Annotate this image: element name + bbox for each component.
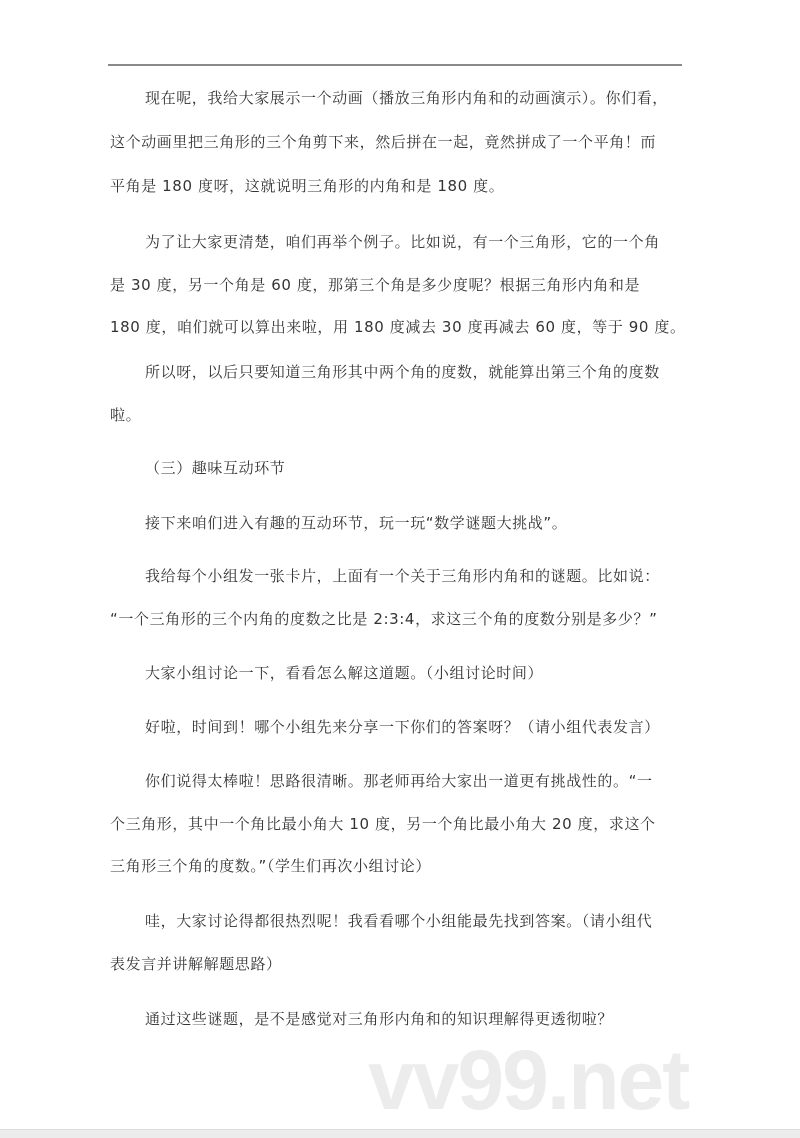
text-line: 啦。 bbox=[110, 406, 142, 424]
text-line: 表发言并讲解解题思路） bbox=[110, 955, 282, 973]
text-line: 我给每个小组发一张卡片，上面有一个关于三角形内角和的谜题。比如说： bbox=[145, 567, 660, 585]
text-line: 为了让大家更清楚，咱们再举个例子。比如说，有一个三角形，它的一个角 bbox=[145, 233, 660, 251]
text-line: （三）趣味互动环节 bbox=[145, 459, 286, 477]
text-line: 是 30 度，另一个角是 60 度，那第三个角是多少度呢？根据三角形内角和是 bbox=[110, 276, 641, 294]
text-line: 好啦，时间到！哪个小组先来分享一下你们的答案呀？（请小组代表发言） bbox=[145, 718, 660, 736]
text-line: 大家小组讨论一下，看看怎么解这道题。（小组讨论时间） bbox=[145, 664, 544, 682]
watermark: vv99.net bbox=[368, 1033, 689, 1127]
text-line: 个三角形，其中一个角比最小角大 10 度，另一个角比最小角大 20 度，求这个 bbox=[110, 815, 656, 833]
text-line: 你们说得太棒啦！思路很清晰。那老师再给大家出一道更有挑战性的。“一 bbox=[145, 772, 653, 790]
text-line: 三角形三个角的度数。”（学生们再次小组讨论） bbox=[110, 857, 431, 875]
text-line: 这个动画里把三角形的三个角剪下来，然后拼在一起，竟然拼成了一个平角！而 bbox=[110, 133, 657, 151]
text-line: 通过这些谜题，是不是感觉对三角形内角和的知识理解得更透彻啦？ bbox=[145, 1010, 614, 1028]
header-rule bbox=[108, 64, 682, 66]
text-line: 哇，大家讨论得都很热烈呢！我看看哪个小组能最先找到答案。（请小组代 bbox=[145, 912, 653, 930]
text-line: 180 度，咱们就可以算出来啦，用 180 度减去 30 度再减去 60 度，等于 90 度。 bbox=[110, 318, 686, 336]
text-line: 所以呀，以后只要知道三角形其中两个角的度数，就能算出第三个角的度数 bbox=[145, 363, 660, 381]
text-line: 现在呢，我给大家展示一个动画（播放三角形内角和的动画演示）。你们看， bbox=[145, 89, 668, 107]
text-line: “一个三角形的三个内角的度数之比是 2:3:4，求这三个角的度数分别是多少？” bbox=[110, 610, 658, 628]
text-line: 接下来咱们进入有趣的互动环节，玩一玩“数学谜题大挑战”。 bbox=[145, 514, 568, 532]
text-line: 平角是 180 度呀，这就说明三角形的内角和是 180 度。 bbox=[110, 177, 505, 195]
